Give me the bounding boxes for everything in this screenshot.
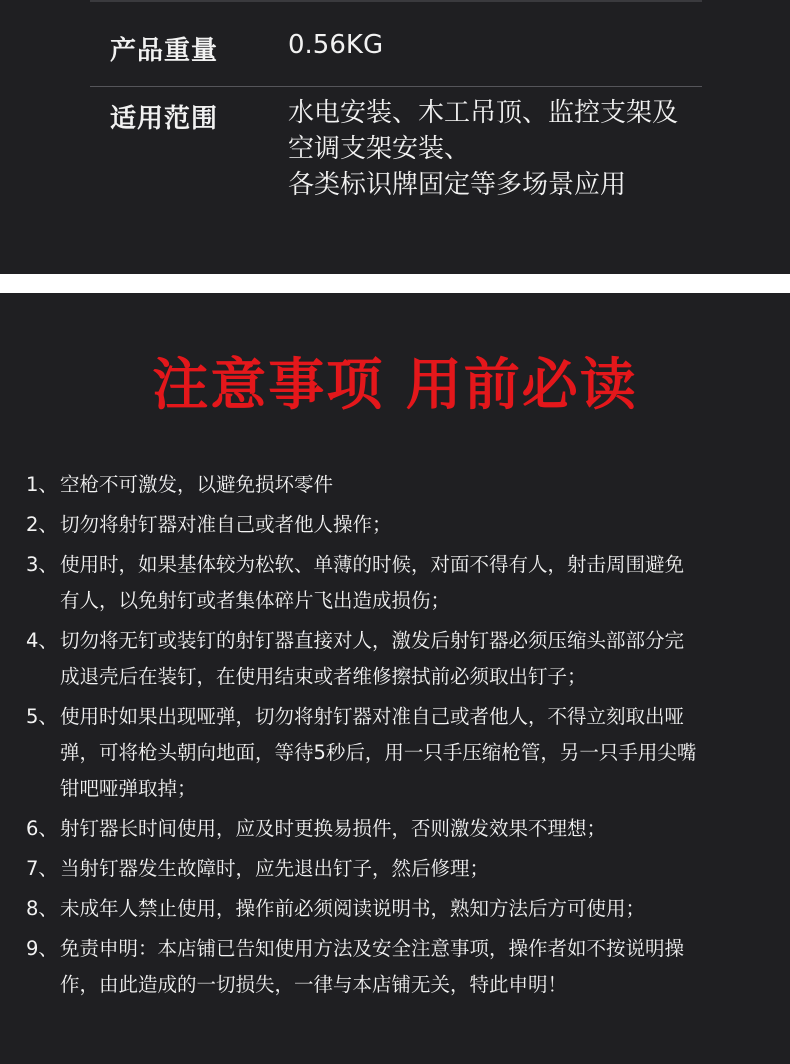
note-item [26, 931, 776, 1003]
note-item [26, 851, 776, 887]
note-text-line: 免责申明：本店铺已告知使用方法及安全注意事项，操作者如不按说明操 [60, 937, 685, 960]
spec-panel [0, 0, 790, 274]
note-text-line: 作，由此造成的一切损失，一律与本店铺无关，特此申明！ [60, 973, 568, 996]
notes-panel [0, 293, 790, 1064]
notes-title: 注意事项 用前必读 [152, 353, 638, 418]
note-number: 1、 [26, 473, 58, 496]
spec-value-weight: 0.56KG [288, 30, 384, 60]
note-text-line: 使用时，如果基体较为松软、单薄的时候，对面不得有人，射击周围避免 [60, 553, 685, 576]
note-number: 9、 [26, 937, 58, 960]
note-text-line: 使用时如果出现哑弹，切勿将射钉器对准自己或者他人，不得立刻取出哑 [60, 705, 685, 728]
note-number: 7、 [26, 857, 58, 880]
spec-row-weight [90, 0, 702, 87]
spec-value-usage-line: 空调支架安装、 [288, 134, 471, 164]
notes-list [26, 467, 776, 1007]
note-item [26, 467, 776, 503]
note-text-line: 切勿将射钉器对准自己或者他人操作； [60, 513, 392, 536]
note-text-line: 空枪不可激发，以避免损坏零件 [60, 473, 334, 496]
note-text-line: 未成年人禁止使用，操作前必须阅读说明书，熟知方法后方可使用； [60, 897, 646, 920]
spec-value-usage-line: 各类标识牌固定等多场景应用 [288, 170, 627, 200]
note-item [26, 699, 776, 807]
spec-value-usage [288, 95, 708, 203]
note-item [26, 547, 776, 619]
note-item [26, 507, 776, 543]
note-text-line: 切勿将无钉或装钉的射钉器直接对人，激发后射钉器必须压缩头部部分完 [60, 629, 685, 652]
note-number: 6、 [26, 817, 58, 840]
note-text-line: 成退壳后在装钉，在使用结束或者维修擦拭前必须取出钉子； [60, 665, 587, 688]
note-number: 3、 [26, 553, 58, 576]
note-text-line: 射钉器长时间使用，应及时更换易损件，否则激发效果不理想； [60, 817, 607, 840]
note-number: 5、 [26, 705, 58, 728]
note-text-line: 钳吧哑弹取掉； [60, 777, 197, 800]
note-item [26, 623, 776, 695]
note-item [26, 811, 776, 847]
spec-label-usage: 适用范围 [110, 104, 219, 134]
note-text-line: 有人，以免射钉或者集体碎片飞出造成损伤； [60, 589, 451, 612]
note-number: 8、 [26, 897, 58, 920]
note-text-line: 弹，可将枪头朝向地面，等待5秒后，用一只手压缩枪管，另一只手用尖嘴 [60, 741, 697, 764]
note-number: 4、 [26, 629, 58, 652]
note-number: 2、 [26, 513, 58, 536]
spec-value-usage-line: 水电安装、木工吊顶、监控支架及 [288, 98, 679, 128]
note-text-line: 当射钉器发生故障时，应先退出钉子，然后修理； [60, 857, 490, 880]
spec-label-weight: 产品重量 [110, 36, 219, 66]
note-item [26, 891, 776, 927]
